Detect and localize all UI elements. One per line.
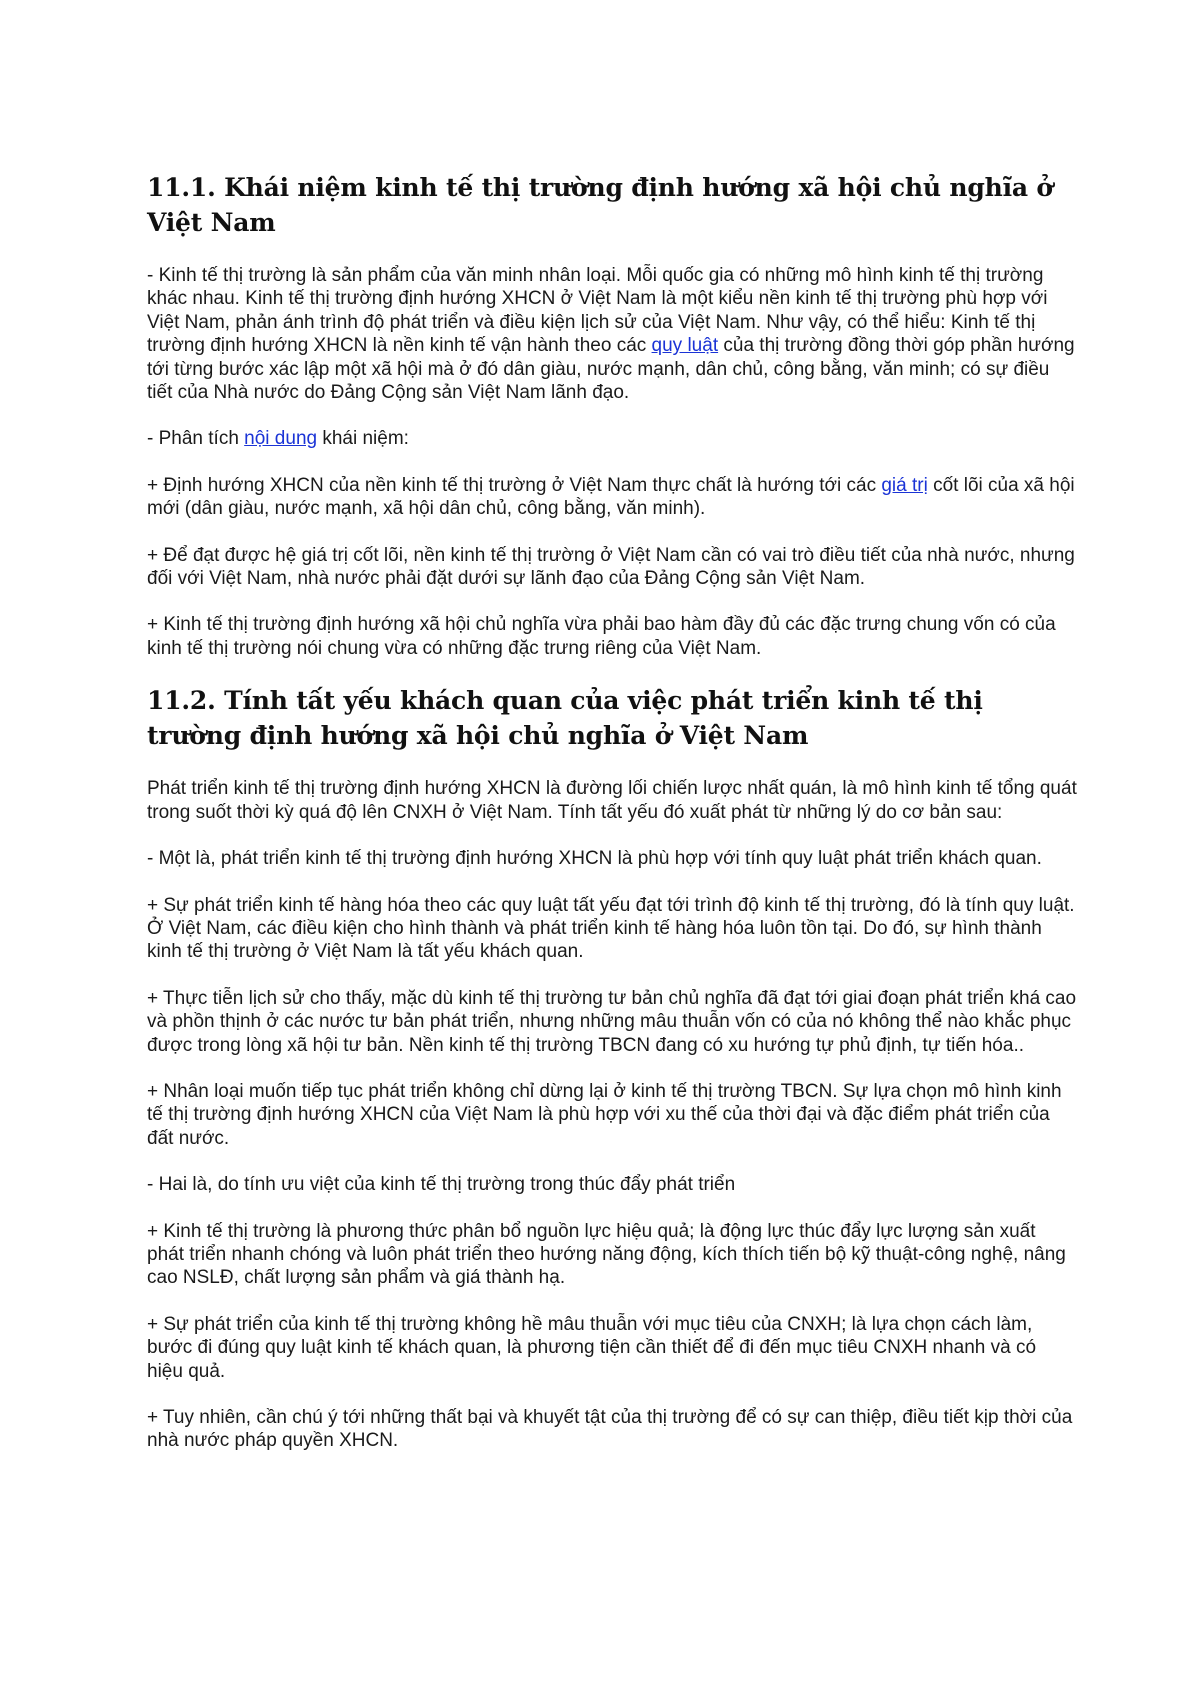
section-2-paragraph: + Kinh tế thị trường là phương thức phân bổ nguồn lực hiệu quả; là động lực thúc đẩy lực lượng sản xuất phát triển nhanh chóng và luôn phát triển theo hướng năng động, kích thích tiến bộ kỹ thuật-công nghệ, nâng cao NSLĐ, chất lượng sản phẩm và giá thành hạ. — [147, 1220, 1066, 1289]
section-2-paragraph: + Sự phát triển kinh tế hàng hóa theo các quy luật tất yếu đạt tới trình độ kinh tế thị trường, đó là tính quy luật. Ở Việt Nam, các điều kiện cho hình thành và phát triển kinh tế hàng hóa luôn tồn tại. Do đó, sự hình thành kinh tế thị trường ở Việt Nam là tất yếu khách quan. — [147, 894, 1075, 963]
section-1-paragraph-5: + Kinh tế thị trường định hướng xã hội chủ nghĩa vừa phải bao hàm đầy đủ các đặc trưng chung vốn có của kinh tế thị trường nói chung vừa có những đặc trưng riêng của Việt Nam. — [147, 614, 1056, 659]
paragraph-text: + Định hướng XHCN của nền kinh tế thị trường ở Việt Nam thực chất là hướng tới các — [147, 474, 882, 496]
section-1-paragraph-1 — [147, 264, 1077, 404]
section-2-paragraph: - Hai là, do tính ưu việt của kinh tế thị trường trong thúc đẩy phát triển — [147, 1174, 736, 1196]
section-1-paragraph-4: + Để đạt được hệ giá trị cốt lõi, nền kinh tế thị trường ở Việt Nam cần có vai trò điều tiết của nhà nước, nhưng đối với Việt Nam, nhà nước phải đặt dưới sự lãnh đạo của Đảng Cộng sản Việt Nam. — [147, 544, 1075, 590]
link-gia-tri[interactable]: giá trị — [881, 474, 928, 496]
paragraph-text: - Kinh tế thị trường là sản phẩm của văn minh nhân loại. Mỗi quốc gia có những mô hình kinh tế thị trường khác nhau. Kinh tế thị trường định hướng XHCN ở Việt Nam là một kiểu nền kinh tế thị trường phù hợp với Việt Nam, phản ánh trình độ phát triển và điều kiện lịch sử của Việt Nam. Như vậy, có thể hiểu: Kinh tế thị trường định hướng XHCN là nền kinh tế vận hành theo các — [147, 265, 1048, 357]
paragraph-text: của thị trường đồng thời góp phần hướng tới từng bước xác lập một xã hội mà ở đó dân giàu, nước mạnh, dân chủ, công bằng, văn minh; có sự điều tiết của Nhà nước do Đảng Cộng sản Việt Nam lãnh đạo. — [147, 335, 1075, 404]
section-2-paragraph: + Thực tiễn lịch sử cho thấy, mặc dù kinh tế thị trường tư bản chủ nghĩa đã đạt tới giai đoạn phát triển khá cao và phồn thịnh ở các nước tư bản phát triển, nhưng những mâu thuẫn vốn có của nó không thể nào khắc phục được trong lòng xã hội tư bản. Nền kinh tế thị trường TBCN đang có xu hướng tự phủ định, tự tiến hóa.. — [147, 987, 1077, 1056]
link-noi-dung[interactable]: nội dung — [244, 428, 318, 450]
section-1-paragraph-2 — [147, 427, 1077, 450]
document-body — [147, 170, 1077, 1476]
paragraph-text: khái niệm: — [317, 428, 409, 450]
paragraph-text: cốt lõi của xã hội mới (dân giàu, nước mạnh, xã hội dân chủ, công bằng, văn minh). — [147, 474, 1075, 520]
section-2-paragraph: + Tuy nhiên, cần chú ý tới những thất bại và khuyết tật của thị trường để có sự can thiệp, điều tiết kịp thời của nhà nước pháp quyền XHCN. — [147, 1407, 1073, 1452]
section-2-paragraph: - Một là, phát triển kinh tế thị trường định hướng XHCN là phù hợp với tính quy luật phát triển khách quan. — [147, 848, 1042, 870]
section-1-heading: 11.1. Khái niệm kinh tế thị trường định hướng xã hội chủ nghĩa ở Việt Nam — [147, 173, 1053, 237]
section-2-paragraph: + Sự phát triển của kinh tế thị trường không hề mâu thuẫn với mục tiêu của CNXH; là lựa chọn cách làm, bước đi đúng quy luật kinh tế khách quan, là phương tiện cần thiết để đi đến mục tiêu CNXH nhanh và có hiệu quả. — [147, 1313, 1037, 1382]
section-2-heading: 11.2. Tính tất yếu khách quan của việc phát triển kinh tế thị trường định hướng xã hội chủ nghĩa ở Việt Nam — [147, 686, 983, 751]
link-quy-luat[interactable]: quy luật — [651, 335, 719, 357]
paragraph-text: - Phân tích — [147, 428, 245, 450]
section-2-paragraph: Phát triển kinh tế thị trường định hướng XHCN là đường lối chiến lược nhất quán, là mô hình kinh tế tổng quát trong suốt thời kỳ quá độ lên CNXH ở Việt Nam. Tính tất yếu đó xuất phát từ những lý do cơ bản sau: — [147, 778, 1077, 823]
section-2-paragraph: + Nhân loại muốn tiếp tục phát triển không chỉ dừng lại ở kinh tế thị trường TBCN. Sự lựa chọn mô hình kinh tế thị trường định hướng XHCN của Việt Nam là phù hợp với xu thế của thời đại và đặc điểm phát triển của đất nước. — [147, 1080, 1062, 1149]
section-1-paragraph-3 — [147, 474, 1077, 521]
